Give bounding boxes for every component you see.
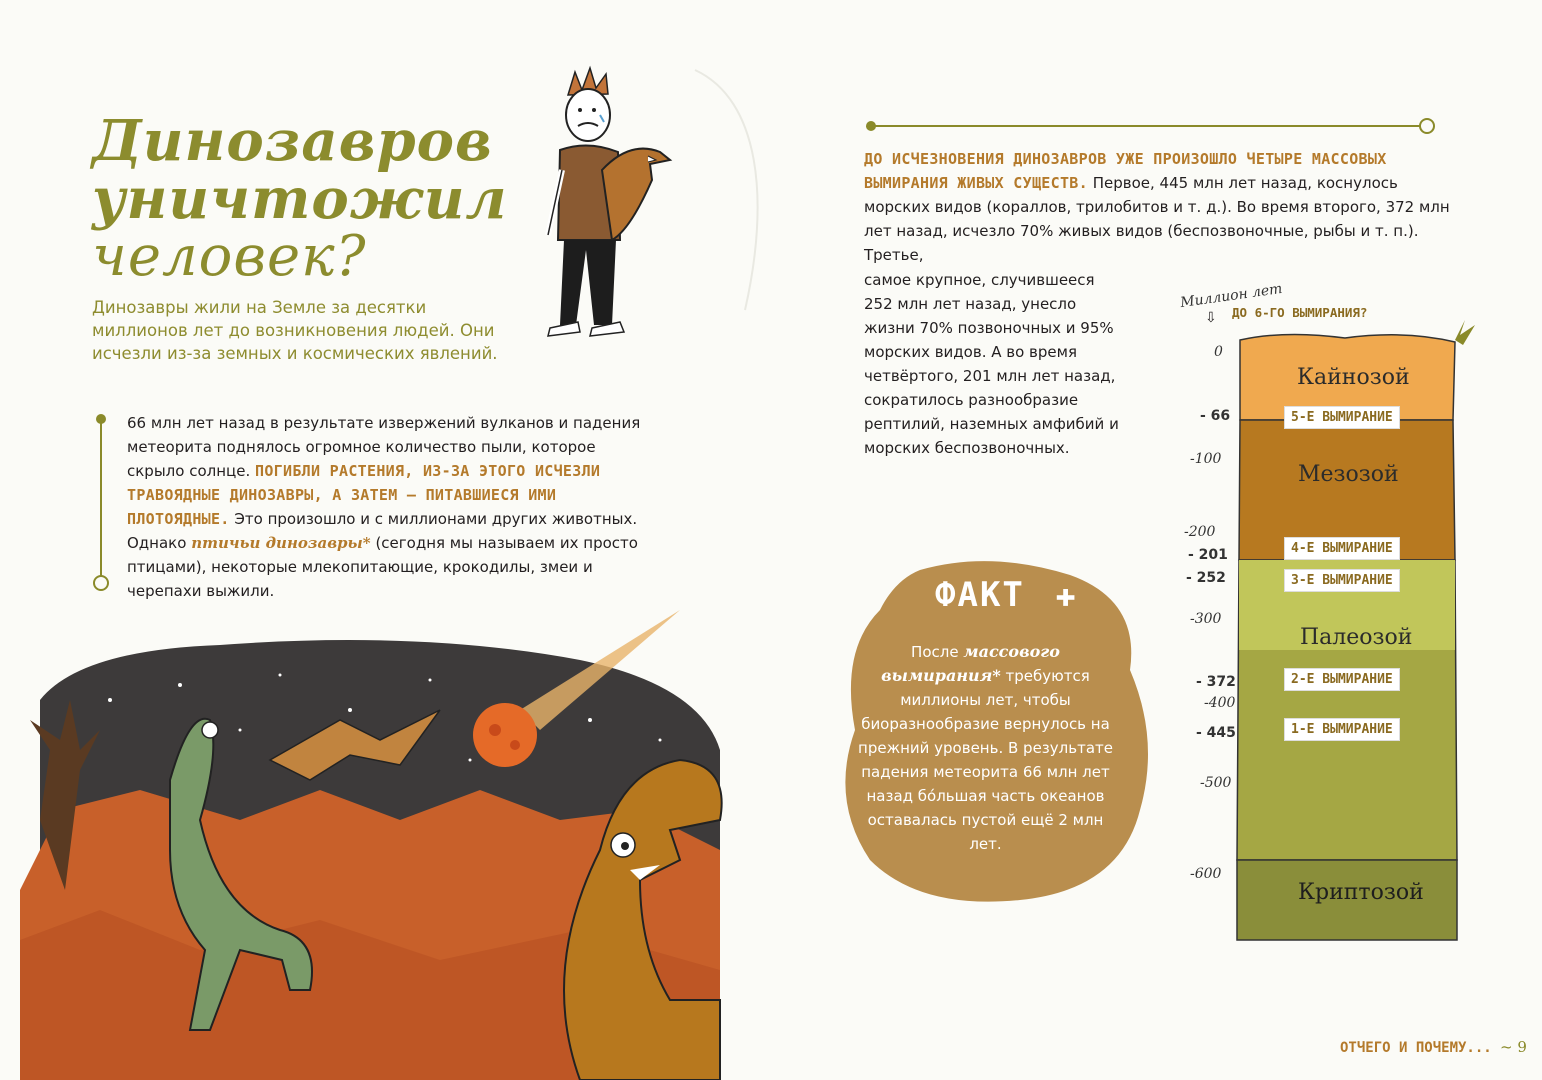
right-body-text-2: самое крупное, случившееся 252 млн лет назад, унесло жизни 70% позвоночных и 95% морских видов. А во время четвёртого, 201 млн лет назад, сократилось разнообразие рептилий, наземных амфибий и морских беспозвоночных. [864,271,1119,457]
extinction-5: 5-Е ВЫМИРАНИЕ [1284,406,1400,429]
era-paleozoic: Палеозой [1300,625,1413,650]
timeline-axis-label: Миллион лет [1179,280,1284,312]
title-line-3: человек? [92,224,367,289]
tick-445: - 445 [1196,725,1236,741]
bullet-line [100,419,102,581]
bullet-dot [96,414,106,424]
extinction-2: 2-Е ВЫМИРАНИЕ [1284,668,1400,691]
title-line-2: уничтожил [92,166,508,232]
left-body-text [127,411,647,603]
right-body-highlight: ДО ИСЧЕЗНОВЕНИЯ ДИНОЗАВРОВ УЖЕ ПРОИЗОШЛО ЧЕТЫРЕ МАССОВЫХ ВЫМИРАНИЯ ЖИВЫХ СУЩЕСТВ. [864,150,1387,192]
tick-201: - 201 [1188,547,1228,563]
bullet-ring [93,575,109,591]
rule-ring [1419,118,1435,134]
left-body-highlight: ПОГИБЛИ РАСТЕНИЯ, ИЗ-ЗА ЭТОГО ИСЧЕЗЛИ ТРАВОЯДНЫЕ ДИНОЗАВРЫ, А ЗАТЕМ — ПИТАВШИЕСЯ ИМИ ПЛОТОЯДНЫЕ. [127,462,601,528]
left-body-p3: (сегодня мы называем их просто птицами), некоторые млекопитающие, крокодилы, змеи и черепахи выжили. [127,534,638,600]
tick-400: -400 [1204,695,1236,711]
intro-paragraph: Динозавры жили на Земле за десятки миллионов лет до возникновения людей. Они исчезли из-за земных и космических явлений. [92,298,498,363]
left-body-p2: Это произошло и с миллионами других животных. Однако [127,510,638,552]
left-body-term: птичьи динозавры* [191,534,371,552]
fact-term: массового вымирания* [881,642,1060,685]
era-cryptozoic: Криптозой [1298,880,1424,905]
boy-with-dinosaur-illustration [520,60,780,350]
tick-372: - 372 [1196,674,1236,690]
tick-100: -100 [1190,451,1222,467]
tick-0: 0 [1214,344,1223,360]
right-body-p1: Первое, 445 млн лет назад, коснулось морских видов (кораллов, трилобитов и т. д.). Во время второго, 372 млн лет назад, исчезло 70% живых видов (беспозвоночные, рыбы и т. п.). Третье, [864,174,1450,264]
extinction-4: 4-Е ВЫМИРАНИЕ [1284,537,1400,560]
tick-200: -200 [1184,524,1216,540]
tick-66: - 66 [1200,408,1231,424]
era-cenozoic: Кайнозой [1297,365,1410,390]
arrow-down-icon: ⇩ [1205,310,1217,326]
page-title [92,108,508,289]
footer-text: ОТЧЕГО И ПОЧЕМУ... [1340,1040,1492,1056]
top-rule [870,125,1423,127]
tick-300: -300 [1190,611,1222,627]
fact-text [858,640,1113,856]
extinction-3: 3-Е ВЫМИРАНИЕ [1284,569,1400,592]
era-mesozoic: Мезозой [1298,462,1399,487]
fact-text-before: После [911,643,959,661]
timeline-top-label: ДО 6-ГО ВЫМИРАНИЯ? [1232,305,1368,320]
left-body-p1: 66 млн лет назад в результате извержений вулканов и падения метеорита поднялось огромное количество пыли, которое скрыло солнце. [127,414,641,480]
tick-252: - 252 [1186,570,1226,586]
plus-icon: ✚ [1055,575,1078,615]
extinction-1: 1-Е ВЫМИРАНИЕ [1284,718,1400,741]
tick-600: -600 [1190,866,1222,882]
rule-dot [866,121,876,131]
tick-500: -500 [1200,775,1232,791]
fact-title-text: ФАКТ [935,575,1025,615]
right-body-text [864,147,1464,267]
fact-title [935,575,1078,615]
fact-text-after: требуются миллионы лет, чтобы биоразнообразие вернулось на прежний уровень. В результате падения метеорита 66 млн лет назад бо́льшая часть океанов оставалась пустой ещё 2 млн лет. [858,667,1113,853]
title-line-1: Динозавров [92,108,493,174]
page-number: ~ 9 [1500,1038,1527,1056]
dinosaur-extinction-illustration [20,590,740,1080]
